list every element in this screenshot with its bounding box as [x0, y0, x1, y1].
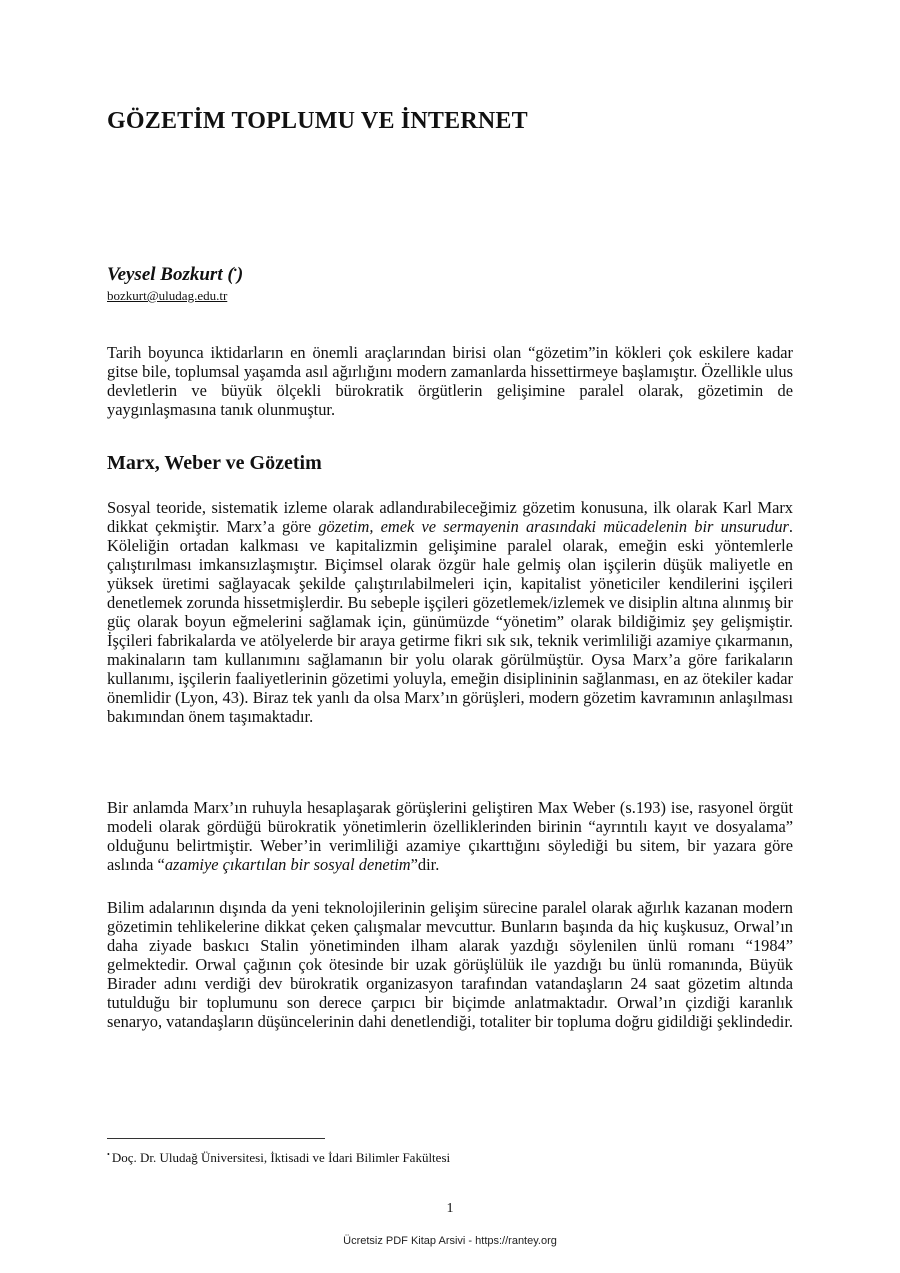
section-heading: Marx, Weber ve Gözetim: [107, 452, 322, 474]
author-footnote-mark: •: [233, 265, 237, 275]
page-number: 1: [446, 1201, 454, 1216]
paragraph-marx-part2: . Köleliğin ortadan kalkması ve kapitalizmin gelişimine paralel olarak, emeğin eski yöntemlerle çalıştırılması imkansızlaşmıştır. Biçimsel olarak özgür hale gelmiş olan işçilerin düşük maliyetle en yüksek üretimi sağlayacak şekilde çalıştırılabilmeleri için, kapitalist yöneticiler kendilerini işçileri denetlemek zorunda hissetmişlerdir. Bu sebeple işçileri gözetlemek/izlemek ve disiplin altına alınmış bir güç olarak boyun eğmelerini sağlamak için, günümüzde “yönetim” olarak bildiğimiz şey gelişmiştir. İşçileri fabrikalarda ve atölyelerde bir araya getirme fikri sık sık, teknik verimliliği azamiye çıkarmanın, makinaların tam kullanımını sağlamanın bir yolu olarak görülmüştür. Oysa Marx’a göre farikaların kullanımı, işçilerin faaliyetlerinin gözetimi yoluyla, emeğin disiplininin sağlanması, en az ötekiler kadar önemlidir (Lyon, 43). Biraz tek yanlı da olsa Marx’ın görüşleri, modern gözetim kavramının anlaşılması bakımından önem taşımaktadır.: [107, 517, 794, 726]
footnote: [107, 1150, 450, 1166]
footnote-divider: [107, 1138, 325, 1139]
paragraph-marx: [107, 498, 793, 726]
paragraph-orwell: Bilim adalarının dışında da yeni teknolojilerinin gelişim sürecine paralel olarak ağırlık kazanan modern gözetimin tehlikelerine dikkat çeken çalışmalar mevcuttur. Bunların başında da hiç kuşkusuz, Orwal’ın daha ziyade baskıcı Stalin yönetiminden ilham alarak yazdığı söylenilen ünlü romanı “1984” gelmektedir. Orwal çağının çok ötesinde bir uzak görüşlülük ile yazdığı bu ünlü romanında, Büyük Birader adını verdiği dev bürokratik organizasyon tarafından vatandaşların 24 saat gözetim altında tutulduğu bir toplumunu son derece çarpıcı bir biçimde anlatmaktadır. Orwal’ın çizdiği karanlık senaryo, vatandaşların düşüncelerinin dahi denetlendiği, totaliter bir topluma doğru gidildiği şeklindedir.: [107, 898, 793, 1031]
author-email-link[interactable]: bozkurt@uludag.edu.tr: [107, 288, 228, 303]
paragraph-weber-part1: Bir anlamda Marx’ın ruhuyla hesaplaşarak görüşlerini geliştiren Max Weber (s.193) ise, rasyonel örgüt modeli olarak gördüğü bürokratik yönetimlerin özelliklerinden birinin “ayrıntılı kayıt ve dosyalama” olduğunu belirtmiştir. Weber’in verimliliği azamiye çıkarttığını söylediği bu sitem, bir yazara göre aslında “: [107, 798, 793, 874]
intro-paragraph: Tarih boyunca iktidarların en önemli araçlarından birisi olan “gözetim”in kökleri çok eskilere kadar gitse bile, toplumsal yaşamda asıl ağırlığını modern zamanlarda hissettirmeye başlamıştır. Özellikle ulus devletlerin ve büyük ölçekli bürokratik örgütlerin gelişimine paralel olarak, gözetimin de yaygınlaşmasına tanık olunmuştur.: [107, 343, 793, 419]
document-title: GÖZETİM TOPLUMU VE İNTERNET: [107, 108, 528, 134]
paragraph-marx-part1: Sosyal teoride, sistematik izleme olarak adlandırabileceğimiz gözetim konusuna, ilk olarak Karl Marx dikkat çekmiştir. Marx’a göre: [107, 498, 793, 536]
paragraph-weber: [107, 798, 793, 874]
footnote-mark: •: [107, 1150, 110, 1159]
author-name-text: Veysel Bozkurt (: [107, 264, 234, 285]
paragraph-marx-italic: gözetim, emek ve sermayenin arasındaki mücadelenin bir unsurudur: [318, 517, 789, 536]
watermark-footer: Ücretsiz PDF Kitap Arsivi - https://rantey.org: [343, 1235, 557, 1247]
footnote-text: Doç. Dr. Uludağ Üniversitesi, İktisadi ve İdari Bilimler Fakültesi: [111, 1150, 451, 1165]
paragraph-weber-italic: azamiye çıkartılan bir sosyal denetim: [164, 855, 411, 874]
author-name: [107, 264, 243, 286]
author-name-close: ): [236, 264, 244, 285]
paragraph-weber-part2: ”dir.: [410, 855, 440, 874]
